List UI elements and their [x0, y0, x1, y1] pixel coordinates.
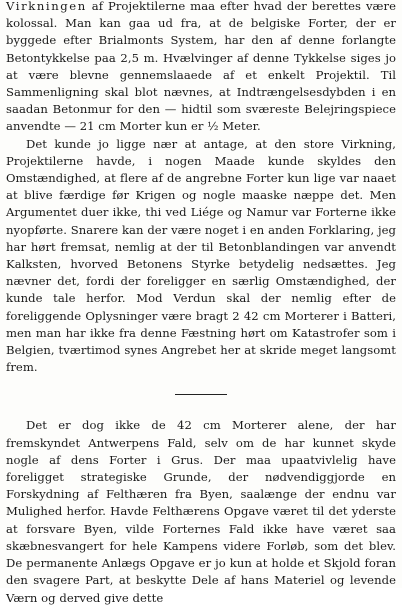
- paragraph-text: af Projektilerne maa efter hvad der berettes være kolossal. Man kan gaa ud fra, at de belgiske Forter, der er byggede efter Brialmonts System, har den af denne forlangte Betontykkelse paa 2,5 m. Hvælvinger af denne Tykkelse siges jo at være blevne gennemslaaede af et enkelt Projektil. Til Sammenligning skal blot nævnes, at Indtrængelsesdybden i en saadan Betonmur for den — hidtil som sværeste Belejringspiece anvendte — 21 cm Morter kun er ½ Meter.: [6, 0, 396, 134]
- section-divider: [175, 394, 227, 395]
- paragraph-virkningen: [6, 0, 396, 136]
- paragraph-lead-word: Virkningen: [6, 0, 87, 13]
- paragraph-argument: Det kunde jo ligge nær at antage, at den store Virkning, Projektilerne havde, i nogen Maade kunde skyldes den Omstændighed, at flere af de angrebne Forter kun lige var naaet at blive færdige før Krigen og nogle maaske næppe det. Men Argumentet duer ikke, thi ved Liége og Namur var Forterne ikke nyopførte. Snarere kan der være noget i en anden Forklaring, jeg har hørt fremsat, nemlig at der til Betonblandingen var anvendt Kalksten, hvorved Betonens Styrke betydelig nedsættes. Jeg nævner det, fordi der foreligger en særlig Omstændighed, der kunde tale herfor. Mod Verdun skal der nemlig efter de foreliggende Oplysninger være bragt 2 42 cm Morterer i Batteri, men man har ikke fra denne Fæstning hørt om Katastrofer som i Belgien, tværtimod synes Angrebet her at skride meget langsomt frem.: [6, 136, 396, 375]
- paragraph-antwerpen: Det er dog ikke de 42 cm Morterer alene, der har fremskyndet Antwerpens Fald, selv om de har kunnet skyde nogle af dens Forter i Grus. Der maa upaatvivlelig have foreligget strategiske Grunde, der nødvendiggjorde en Forskydning af Felthæren fra Byen, saalænge der endnu var Mulighed herfor. Havde Felthærens Opgave været til det yderste at forsvare Byen, vilde Forternes Fald ikke have været saa skæbnesvangert for hele Kampens videre Forløb, som det blev. De permanente Anlægs Opgave er jo kun at holde et Skjold foran den svagere Part, at beskytte Dele af hans Materiel og levende Værn og derved give dette: [6, 418, 396, 605]
